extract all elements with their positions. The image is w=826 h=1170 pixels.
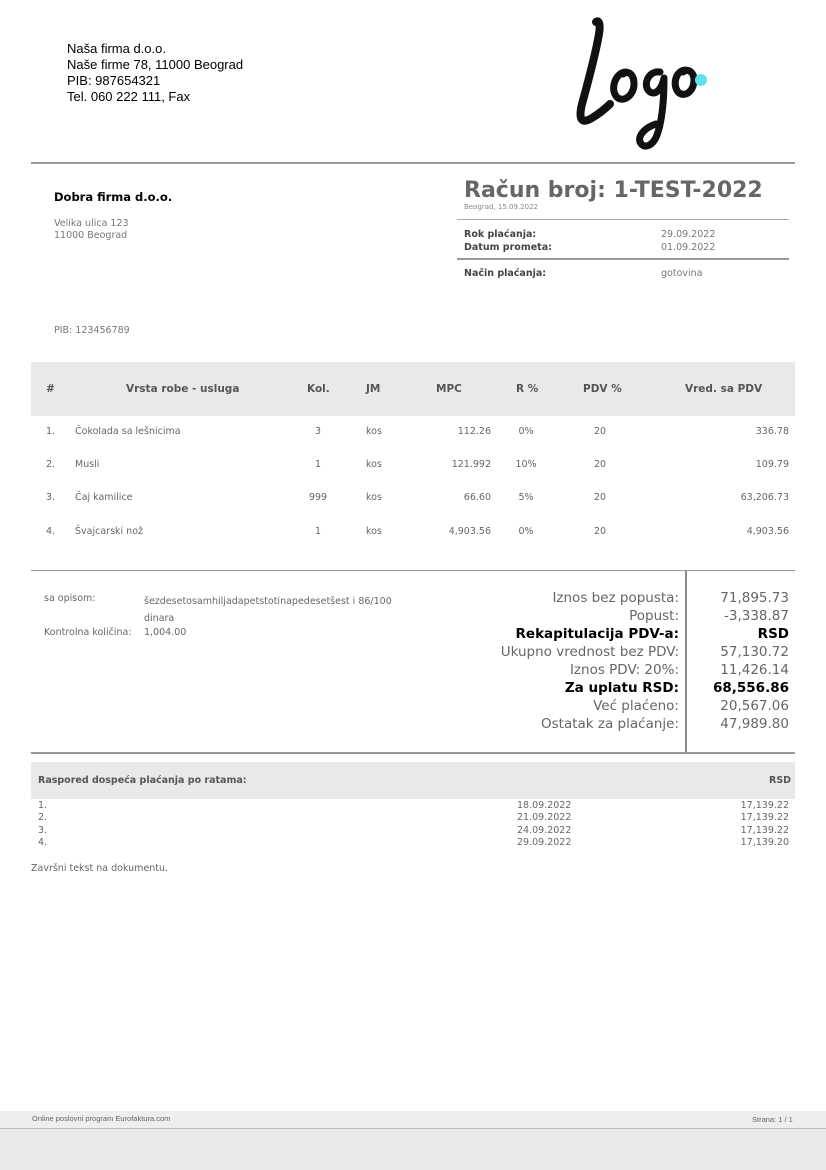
page-bottom-band (0, 1128, 826, 1170)
due-date-value: 29.09.2022 (661, 229, 716, 240)
table-bottom-divider (31, 570, 795, 571)
row-unit: kos (366, 459, 382, 470)
row-number: 3. (46, 492, 56, 503)
row-unit: kos (366, 492, 382, 503)
installment-number: 4. (38, 837, 48, 848)
summary-label: Ukupno vrednost bez PDV: (500, 644, 679, 660)
summary-value: 20,567.06 (720, 698, 789, 714)
row-item-name: Čaj kamilice (75, 492, 133, 503)
installment-date: 24.09.2022 (517, 825, 572, 836)
row-price: 112.26 (457, 426, 491, 437)
row-total: 109.79 (755, 459, 789, 470)
client-name: Dobra firma d.o.o. (54, 190, 173, 204)
summary-label: Iznos PDV: 20%: (569, 662, 679, 678)
summary-label: Rekapitulacija PDV-a: (515, 626, 679, 642)
row-vat: 20 (593, 492, 607, 503)
row-discount: 10% (515, 459, 537, 470)
client-address (54, 218, 129, 242)
row-item-name: Švajcarski nož (75, 526, 143, 537)
row-price: 4,903.56 (448, 526, 491, 537)
invoice-title: Račun broj: 1-TEST-2022 (464, 178, 763, 203)
client-street: Velika ulica 123 (54, 218, 129, 229)
row-quantity: 1 (314, 459, 322, 470)
installment-amount: 17,139.20 (740, 837, 789, 848)
row-discount: 0% (518, 426, 534, 437)
row-quantity: 1 (314, 526, 322, 537)
summary-label: Popust: (629, 608, 679, 624)
client-city: 11000 Beograd (54, 230, 128, 241)
col-number: # (46, 383, 55, 395)
row-number: 4. (46, 526, 56, 537)
row-total: 4,903.56 (746, 526, 789, 537)
col-quantity: Kol. (307, 383, 330, 395)
due-date-label: Rok plaćanja: (464, 229, 537, 240)
row-unit: kos (366, 426, 382, 437)
amount-words-line2: dinara (144, 613, 175, 624)
turnover-date-value: 01.09.2022 (661, 242, 716, 253)
issuer-phone: Tel. 060 222 111, Fax (67, 89, 191, 104)
col-unit: JM (366, 383, 381, 395)
installment-amount: 17,139.22 (740, 800, 789, 811)
col-discount: R % (516, 383, 539, 395)
amount-words-line1: šezdesetosamhiljadapetstotinapedesetšest i 86/100 (144, 596, 392, 607)
installment-amount: 17,139.22 (740, 812, 789, 823)
summary-label: Iznos bez popusta: (552, 590, 679, 606)
turnover-date-label: Datum prometa: (464, 242, 552, 253)
issuer-info (67, 41, 243, 105)
payment-method-label: Način plaćanja: (464, 268, 547, 279)
row-quantity: 999 (308, 492, 328, 503)
row-discount: 0% (518, 526, 534, 537)
row-total: 63,206.73 (740, 492, 789, 503)
summary-separator (685, 571, 687, 753)
summary-value: -3,338.87 (724, 608, 789, 624)
row-total: 336.78 (755, 426, 789, 437)
control-qty-value: 1,004.00 (144, 627, 187, 638)
payment-method-value: gotovina (661, 268, 703, 279)
summary-label: Za uplatu RSD: (564, 680, 679, 696)
installment-date: 21.09.2022 (517, 812, 572, 823)
row-vat: 20 (593, 459, 607, 470)
installments-currency: RSD (769, 775, 792, 786)
summary-value: 11,426.14 (720, 662, 789, 678)
issuer-name: Naša firma d.o.o. (67, 41, 166, 56)
col-total: Vred. sa PDV (685, 383, 763, 395)
amount-words-label: sa opisom: (44, 593, 96, 604)
meta-divider-top (457, 219, 789, 220)
row-discount: 5% (518, 492, 534, 503)
installment-amount: 17,139.22 (740, 825, 789, 836)
summary-value: 68,556.86 (712, 680, 789, 696)
col-vat: PDV % (583, 383, 622, 395)
issuer-pib: PIB: 987654321 (67, 73, 161, 88)
installment-date: 18.09.2022 (517, 800, 572, 811)
row-unit: kos (366, 526, 382, 537)
header-divider (31, 162, 795, 164)
final-text: Završni tekst na dokumentu. (31, 863, 169, 874)
installments-title: Raspored dospeća plaćanja po ratama: (38, 775, 247, 786)
installment-number: 1. (38, 800, 48, 811)
row-number: 1. (46, 426, 56, 437)
row-quantity: 3 (314, 426, 322, 437)
row-vat: 20 (593, 526, 607, 537)
footer-left-text: Online poslovni program Eurofaktura.com (32, 1114, 171, 1123)
summary-value: 57,130.72 (720, 644, 789, 660)
installment-number: 2. (38, 812, 48, 823)
col-price: MPC (436, 383, 462, 395)
summary-label: Već plaćeno: (593, 698, 679, 714)
meta-divider-bottom (457, 258, 789, 260)
summary-value: RSD (757, 626, 789, 642)
row-price: 121.992 (451, 459, 491, 470)
row-item-name: Čokolada sa lešnicima (75, 426, 181, 437)
amount-words (144, 593, 392, 627)
row-price: 66.60 (463, 492, 491, 503)
installment-number: 3. (38, 825, 48, 836)
invoice-place-date: Beograd, 15.09.2022 (464, 203, 538, 211)
installment-date: 29.09.2022 (517, 837, 572, 848)
company-logo (568, 12, 718, 158)
summary-value: 47,989.80 (720, 716, 789, 732)
summary-value: 71,895.73 (720, 590, 789, 606)
row-number: 2. (46, 459, 56, 470)
row-item-name: Musli (75, 459, 100, 470)
control-qty-label: Kontrolna količina: (44, 627, 132, 638)
page-number: Strana: 1 / 1 (752, 1115, 793, 1124)
col-item-name: Vrsta robe - usluga (126, 383, 240, 395)
row-vat: 20 (593, 426, 607, 437)
summary-bottom-divider (31, 752, 795, 754)
summary-label: Ostatak za plaćanje: (541, 716, 679, 732)
issuer-address: Naše firme 78, 11000 Beograd (67, 57, 244, 72)
client-pib: PIB: 123456789 (54, 325, 130, 336)
